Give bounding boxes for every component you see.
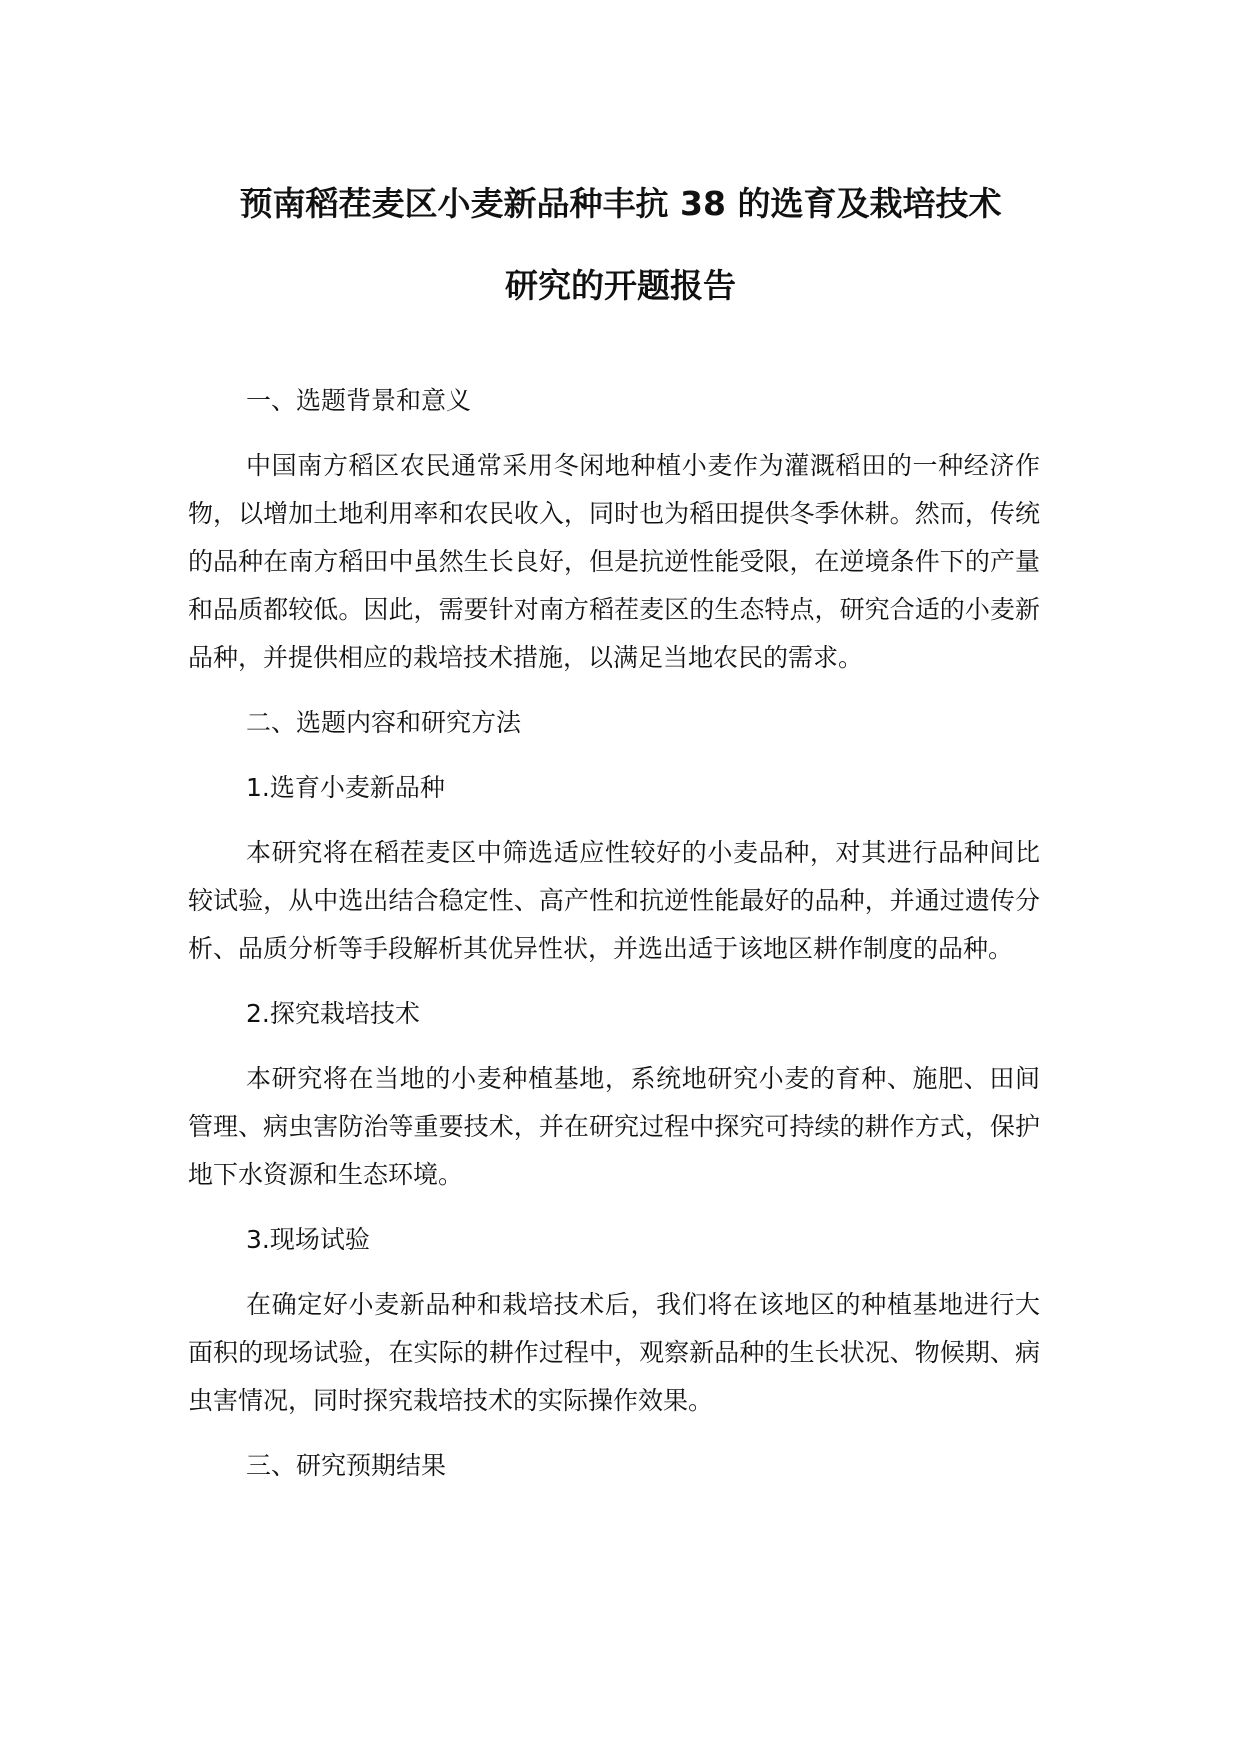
paragraph-cultivation: 本研究将在当地的小麦种植基地，系统地研究小麦的育种、施肥、田间管理、病虫害防治等重要技术，并在研究过程中探究可持续的耕作方式，保护地下水资源和生态环境。 bbox=[188, 1064, 1040, 1189]
document-body bbox=[188, 377, 1040, 1507]
subsection-heading-breeding: 1.选育小麦新品种 bbox=[246, 773, 445, 802]
section-heading-background: 一、选题背景和意义 bbox=[246, 386, 472, 415]
subsection-heading-field-trial: 3.现场试验 bbox=[246, 1225, 370, 1254]
section-heading-expected-results: 三、研究预期结果 bbox=[246, 1451, 447, 1480]
document-title-line-1: 预南稻茬麦区小麦新品种丰抗 38 的选育及栽培技术 bbox=[239, 184, 1002, 223]
paragraph-field-trial: 在确定好小麦新品种和栽培技术后，我们将在该地区的种植基地进行大面积的现场试验，在实际的耕作过程中，观察新品种的生长状况、物候期、病虫害情况，同时探究栽培技术的实际操作效果。 bbox=[188, 1290, 1040, 1415]
section-heading-content-methods: 二、选题内容和研究方法 bbox=[246, 708, 522, 737]
document-title-line-2: 研究的开题报告 bbox=[505, 266, 736, 305]
paragraph-background: 中国南方稻区农民通常采用冬闲地种植小麦作为灌溉稻田的一种经济作物，以增加土地利用率和农民收入，同时也为稻田提供冬季休耕。然而，传统的品种在南方稻田中虽然生长良好，但是抗逆性能受限，在逆境条件下的产量和品质都较低。因此，需要针对南方稻茬麦区的生态特点，研究合适的小麦新品种，并提供相应的栽培技术措施，以满足当地农民的需求。 bbox=[188, 451, 1040, 672]
subsection-heading-cultivation: 2.探究栽培技术 bbox=[246, 999, 420, 1028]
paragraph-breeding: 本研究将在稻茬麦区中筛选适应性较好的小麦品种，对其进行品种间比较试验，从中选出结合稳定性、高产性和抗逆性能最好的品种，并通过遗传分析、品质分析等手段解析其优异性状，并选出适于该地区耕作制度的品种。 bbox=[188, 838, 1040, 963]
